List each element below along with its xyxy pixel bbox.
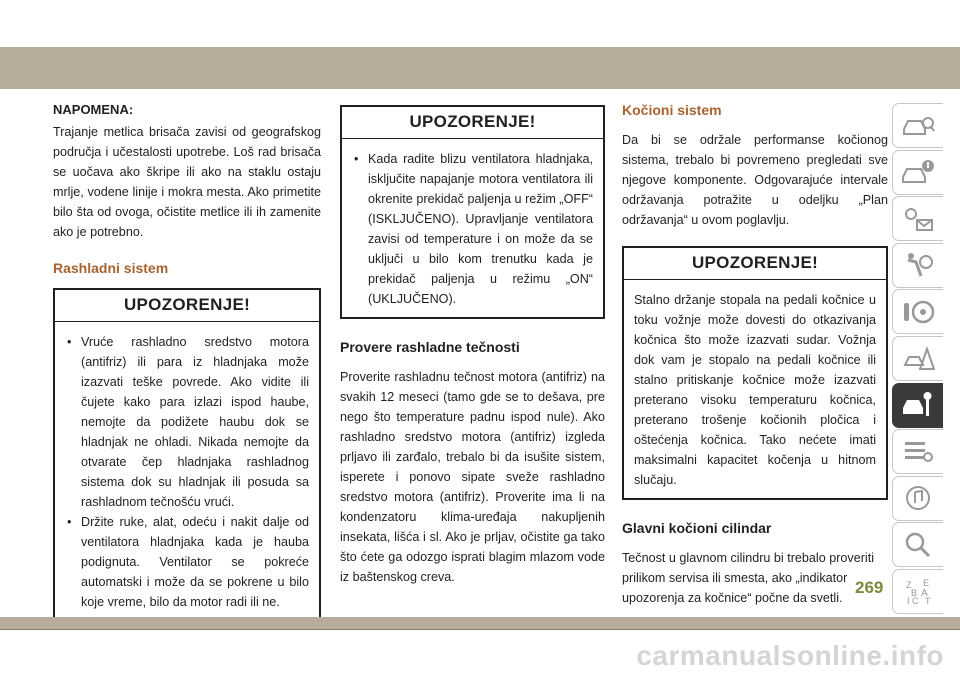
bottom-band [0, 617, 960, 629]
car-search-icon[interactable] [892, 103, 943, 148]
note-title: NAPOMENA: [53, 102, 134, 117]
brake-warning-box [622, 246, 888, 500]
warning-title: UPOZORENJE! [342, 107, 603, 139]
search-icon[interactable] [892, 522, 943, 567]
warning-text: Stalno držanje stopala na pedali kočnice u toku vožnje može dovesti do otkazivanja kočnica što može izazvati sudar. Vožnja dok vam je stopalo na pedali kočnice ili stalno pritiskanje kočnice može izazvati preterano visoku temperaturu kočnica, preterano trošenje kočionih pločica i oštećenja kočnica. Tako nećete imati maksimalni kapacitet kočenja u hitnom slučaju. [634, 293, 876, 487]
coolant-checks-title: Provere rashladne tečnosti [340, 339, 520, 355]
airbag-icon[interactable] [892, 243, 943, 288]
warning-item: • Držite ruke, alat, odeću i nakit dalje od ventilatora hladnjaka kada je hauba podignuta. Ventilator se pokreće automatski i može da se pokrene u bilo koje vreme, bilo da motor radi ili ne. [65, 512, 309, 612]
left-column [53, 100, 321, 622]
index-letters-icon[interactable] [892, 569, 943, 614]
car-info-icon[interactable] [892, 150, 943, 195]
dashboard-lights-icon[interactable] [892, 196, 943, 241]
car-wrench-icon[interactable] [892, 383, 943, 428]
steering-wheel-icon[interactable] [892, 289, 943, 334]
svg-text:I C: I C [907, 596, 919, 607]
warning-title: UPOZORENJE! [624, 248, 886, 280]
master-cylinder-title: Glavni kočioni cilindar [622, 520, 772, 536]
brake-system-text: Da bi se održale performanse kočionog sistema, trebalo bi povremeno pregledati sve njegove komponente. Odgovarajuće intervale održavanja potražite u odeljku „Plan održavanja“ u ovom poglavlju. [622, 133, 888, 227]
cooling-system-title: Rashladni sistem [53, 260, 169, 276]
specs-list-icon[interactable] [892, 429, 943, 474]
svg-text:T: T [925, 596, 931, 607]
watermark-text: carmanualsonline.info [636, 640, 944, 671]
master-cylinder-text: Tečnost u glavnom cilindru bi trebalo proveriti prilikom servisa ili smesta, ako „indikator upozorenja za kočnice“ počne da svetli. [622, 551, 874, 605]
svg-text:E: E [923, 578, 930, 589]
page-number: 269 [855, 578, 884, 597]
warning-item: • Vruće rashladno sredstvo motora (antifriz) ili para iz hladnjaka može izazvati teške povrede. Ako vidite ili čujete kako para izlazi ispod haube, nemojte da podižete haubu dok se hladnjak ne ohladi. Nikada nemojte da otvarate čep hladnjaka rashladnog sistema dok su hladnjak ili posuda sa rashladnom tečnošću vrući. [65, 332, 309, 512]
multimedia-icon[interactable] [892, 476, 943, 521]
svg-text:A: A [921, 588, 928, 600]
roadside-warning-icon[interactable] [892, 336, 943, 381]
note-text: Trajanje metlica brisača zavisi od geografskog područja i učestalosti upotrebe. Loš rad brisača se uočava ako škripe ili ako na staklu ostaju mrlje, vodene linije i mokra mesta. Ako primetite bilo šta od ovoga, očistite metlice ili ih zamenite ako je potrebno. [53, 125, 321, 239]
middle-column [340, 105, 605, 587]
chapter-tabs [892, 103, 948, 616]
warning-item: • Kada radite blizu ventilatora hladnjaka, isključite napajanje motora ventilatora ili okrenite prekidač paljenja u režim „OFF“ (ISKLJUČENO). Upravljanje ventilatora zavisi od temperature i on može da se uključi u bilo kom trenutku kada je prekidač paljenja u režimu „ON“ (UKLJUČENO). [352, 149, 593, 309]
watermark [0, 640, 960, 672]
right-column [622, 100, 888, 608]
svg-text:B: B [911, 588, 918, 599]
cooling-warning-box [53, 288, 321, 622]
warning-title: UPOZORENJE! [55, 290, 319, 322]
top-band [0, 47, 960, 89]
brake-system-title: Kočioni sistem [622, 102, 722, 118]
bottom-rule [0, 629, 960, 630]
svg-text:Z: Z [906, 580, 912, 591]
fan-warning-box [340, 105, 605, 319]
coolant-checks-text: Proverite rashladnu tečnost motora (antifriz) na svakih 12 meseci (tamo gde se to dešava, pre nego što temperature padnu ispod nule). Ako rashladno sredstvo motora (antifriz) izgleda prljavo ili zarđalo, trebalo bi da isušite sistem, isperete i ponovo sipate sveže rashladno sredstvo motora (antifriz). Proverite ima li na kondenzatoru klima-uređaja nakupljenih insekata, lišća i sl. Ako je prljav, očistite ga tako što ćete ga odozgo isprati blagim mlazom vode iz baštenskog creva. [340, 370, 605, 584]
